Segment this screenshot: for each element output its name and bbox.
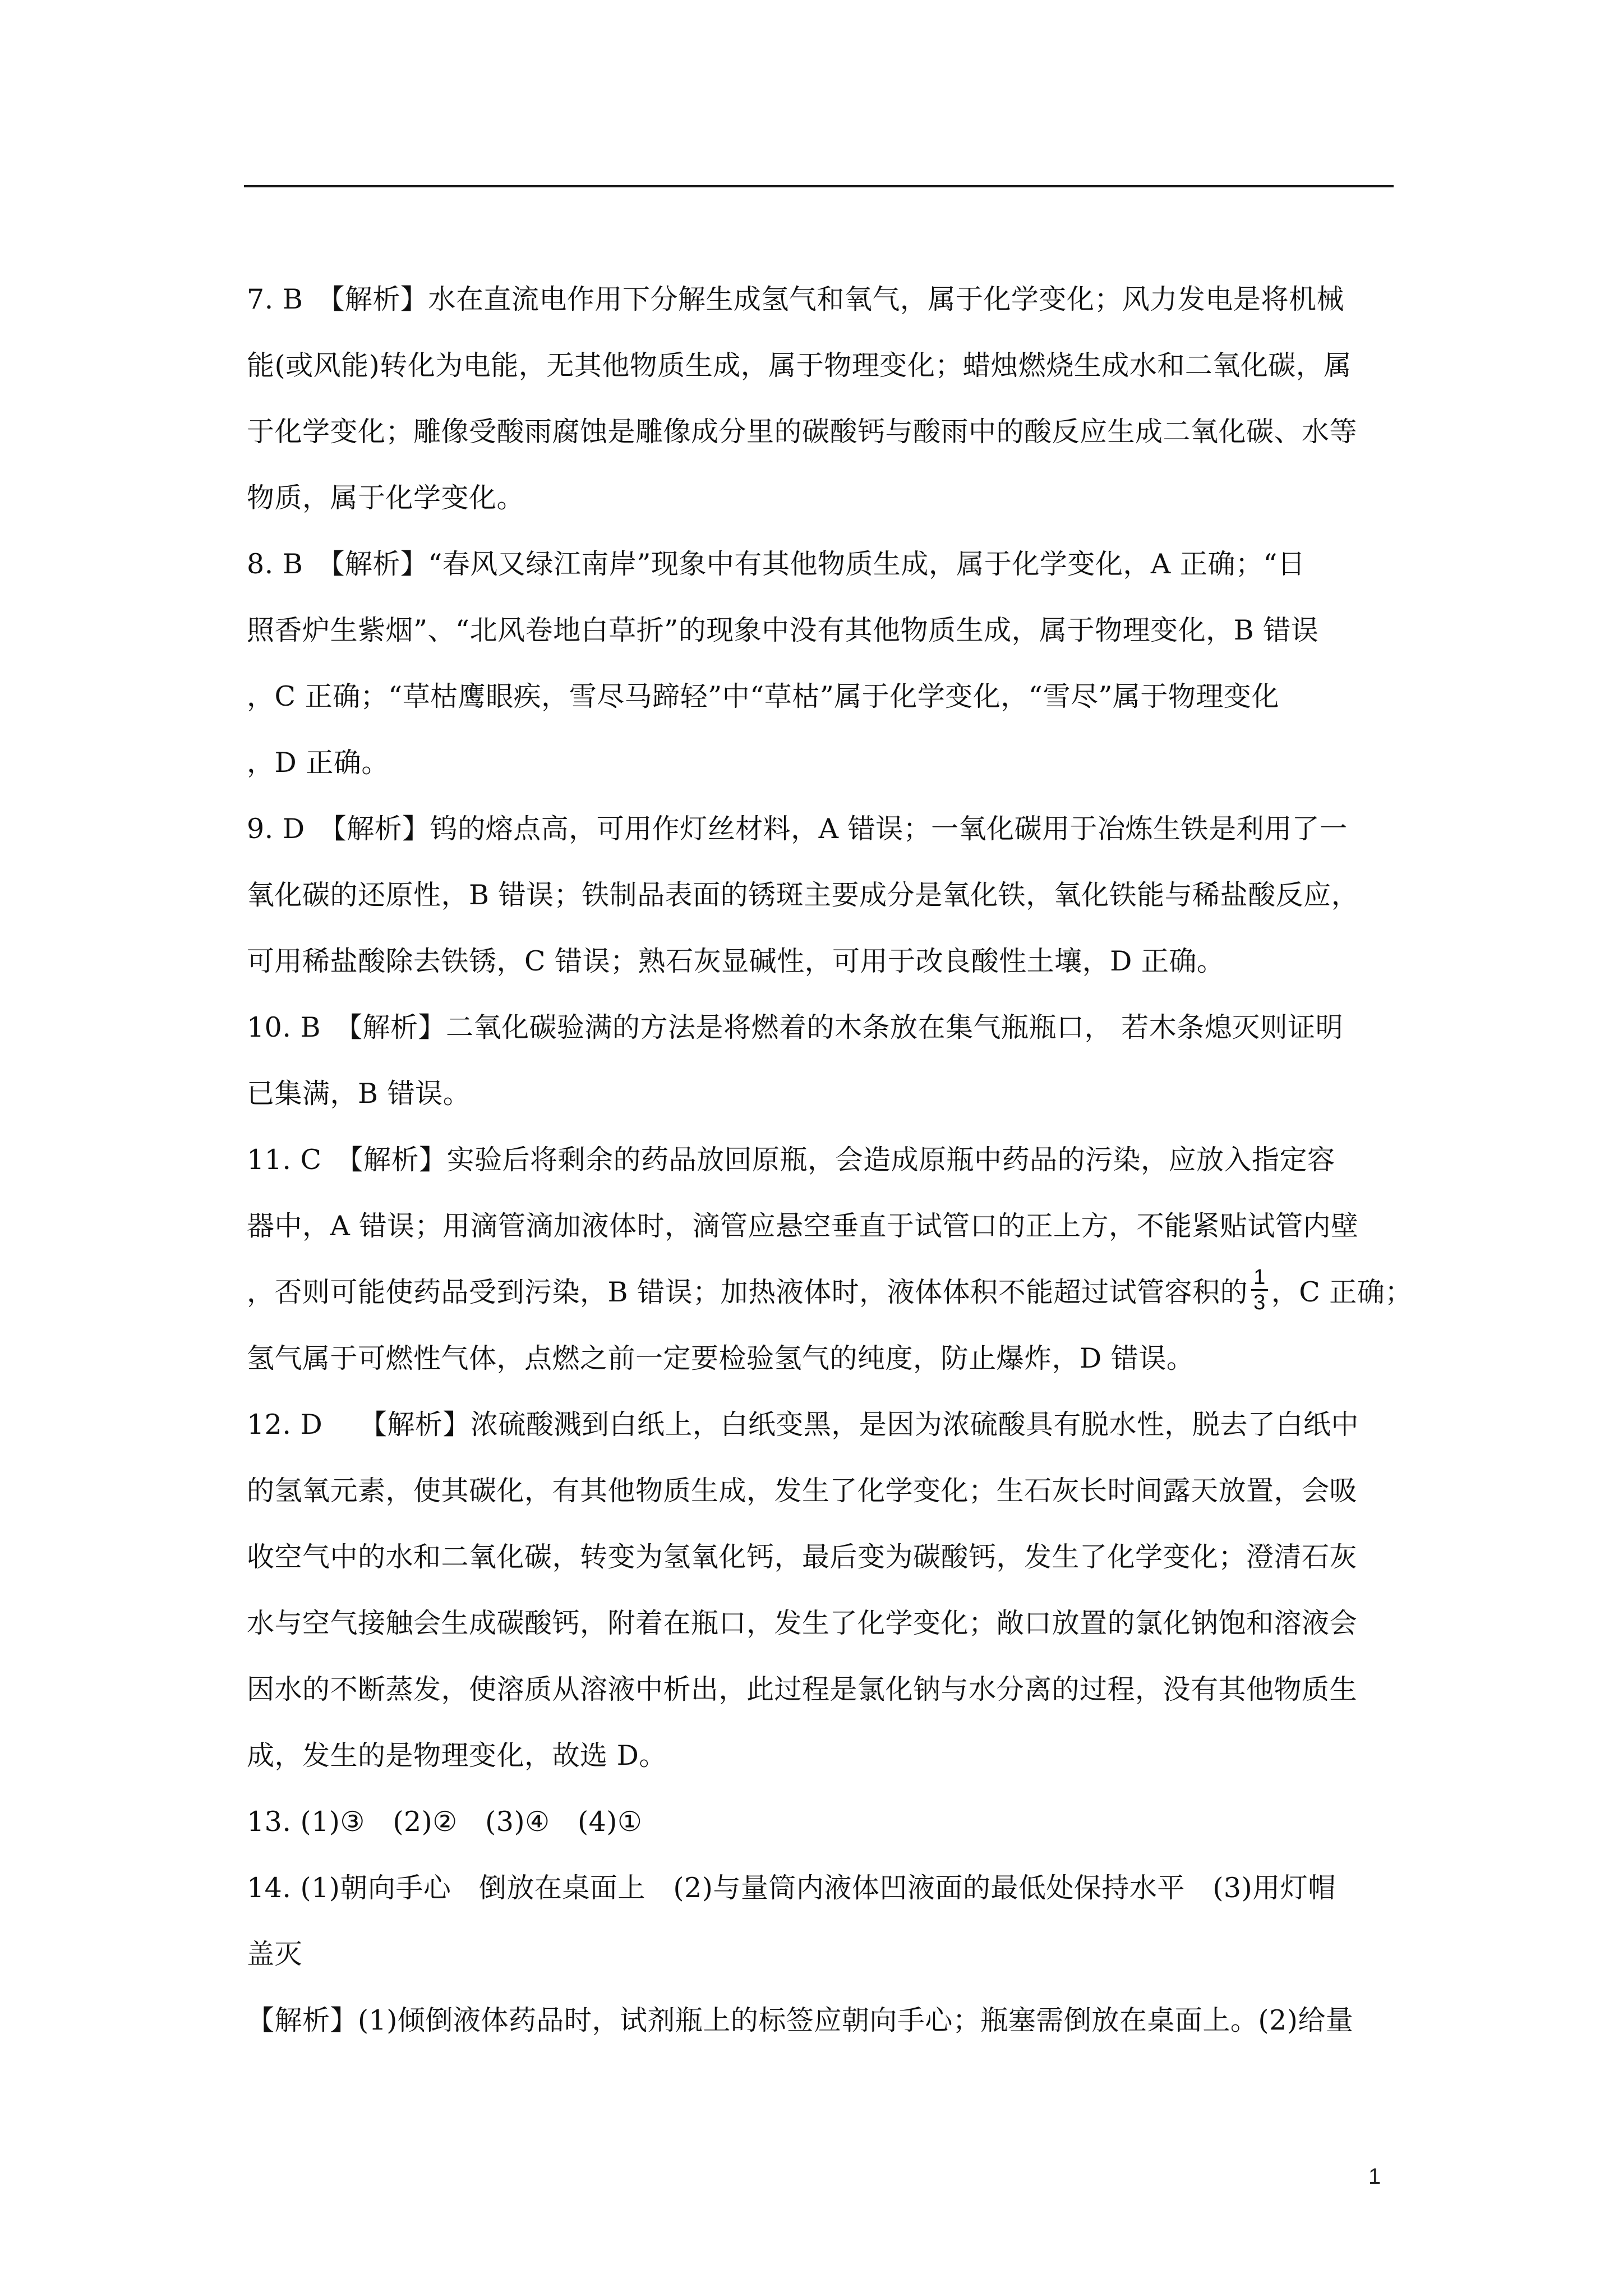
text-line-with-fraction xyxy=(247,1259,1413,1326)
text-line: 已集满，B 错误。 xyxy=(247,1078,471,1110)
page-number: 1 xyxy=(1368,2164,1381,2189)
text-line: ，C 正确；“草枯鹰眼疾，雪尽马蹄轻”中“草枯”属于化学变化，“雪尽”属于物理变化 xyxy=(247,680,1279,712)
text-line: 收空气中的水和二氧化碳，转变为氢氧化钙，最后变为碳酸钙，发生了化学变化；澄清石灰 xyxy=(247,1541,1358,1573)
text-line: 因水的不断蒸发，使溶质从溶液中析出，此过程是氯化钠与水分离的过程，没有其他物质生 xyxy=(247,1673,1358,1705)
text-line: 氧化碳的还原性，B 错误；铁制品表面的锈斑主要成分是氧化铁，氧化铁能与稀盐酸反应， xyxy=(247,879,1359,911)
text-line: 器中，A 错误；用滴管滴加液体时，滴管应悬空垂直于试管口的正上方，不能紧贴试管内壁 xyxy=(247,1210,1359,1242)
text-line: 13. (1)③ (2)② (3)④ (4)① xyxy=(247,1806,643,1838)
text-line: 照香炉生紫烟”、“北风卷地白草折”的现象中没有其他物质生成，属于物理变化，B 错误 xyxy=(247,614,1319,646)
text-line: 9. D 【解析】钨的熔点高，可用作灯丝材料，A 错误；一氧化碳用于冶炼生铁是利用了一 xyxy=(247,813,1348,845)
text-line: 成，发生的是物理变化，故选 D。 xyxy=(247,1740,667,1772)
text-line: 11. C 【解析】实验后将剩余的药品放回原瓶，会造成原瓶中药品的污染，应放入指定容 xyxy=(247,1144,1335,1176)
text-line: 盖灭 xyxy=(247,1938,303,1970)
text-line: 10. B 【解析】二氧化碳验满的方法是将燃着的木条放在集气瓶瓶口， 若木条熄灭则证明 xyxy=(247,1011,1344,1043)
text-line: 氢气属于可燃性气体，点燃之前一定要检验氢气的纯度，防止爆炸，D 错误。 xyxy=(247,1342,1195,1374)
text-line: 物质，属于化学变化。 xyxy=(247,482,525,514)
fraction-numerator: 1 xyxy=(1251,1266,1268,1291)
fraction-one-third xyxy=(1251,1266,1268,1314)
header-rule xyxy=(244,185,1394,187)
text-line: 14. (1)朝向手心 倒放在桌面上 (2)与量筒内液体凹液面的最低处保持水平 (3)用灯帽 xyxy=(247,1872,1336,1904)
text-line: 能(或风能)转化为电能，无其他物质生成，属于物理变化；蜡烛燃烧生成水和二氧化碳，属 xyxy=(247,349,1352,381)
answer-text-body xyxy=(247,266,1413,2054)
fraction-denominator: 3 xyxy=(1253,1291,1266,1314)
text-line: ，D 正确。 xyxy=(247,747,389,779)
fraction-line-before: ，否则可能使药品受到污染，B 错误；加热液体时，液体体积不能超过试管容积的 xyxy=(247,1276,1248,1308)
fraction-line-after: ，C 正确； xyxy=(1271,1276,1413,1308)
text-line: 可用稀盐酸除去铁锈，C 错误；熟石灰显碱性，可用于改良酸性土壤，D 正确。 xyxy=(247,945,1225,977)
text-line: 于化学变化；雕像受酸雨腐蚀是雕像成分里的碳酸钙与酸雨中的酸反应生成二氧化碳、水等 xyxy=(247,416,1358,448)
text-line: 水与空气接触会生成碳酸钙，附着在瓶口，发生了化学变化；敞口放置的氯化钠饱和溶液会 xyxy=(247,1607,1358,1639)
text-line: 的氢氧元素，使其碳化，有其他物质生成，发生了化学变化；生石灰长时间露天放置，会吸 xyxy=(247,1475,1358,1507)
text-line: 【解析】(1)倾倒液体药品时，试剂瓶上的标签应朝向手心；瓶塞需倒放在桌面上。(2)给量 xyxy=(247,2004,1354,2036)
text-line: 7. B 【解析】水在直流电作用下分解生成氢气和氧气，属于化学变化；风力发电是将机械 xyxy=(247,283,1344,315)
text-line: 8. B 【解析】“春风又绿江南岸”现象中有其他物质生成，属于化学变化，A 正确；“日 xyxy=(247,548,1306,580)
text-line: 12. D 【解析】浓硫酸溅到白纸上，白纸变黑，是因为浓硫酸具有脱水性，脱去了白纸中 xyxy=(247,1409,1359,1441)
